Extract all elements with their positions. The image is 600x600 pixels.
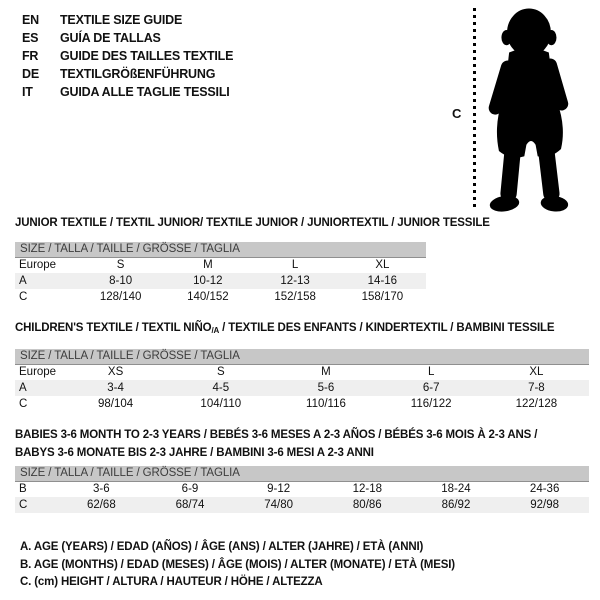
title-text: BABYS 3-6 MONATE BIS 2-3 JAHRE / BAMBINI 3-6 MESI A 2-3 ANNI — [15, 446, 374, 459]
size-cell: 12-13 — [280, 275, 310, 287]
size-cell: 128/140 — [99, 291, 142, 303]
title-text: / TEXTILE DES ENFANTS / KINDERTEXTIL / BAMBINI TESSILE — [219, 322, 555, 334]
row-label: A — [19, 382, 27, 394]
title-text: BABIES 3-6 MONTH TO 2-3 YEARS / BEBÉS 3-6 MESES A 2-3 AÑOS / BÉBÉS 3-6 MOIS À 2-3 ANS / — [15, 429, 538, 441]
height-dashed-line — [473, 8, 476, 210]
language-list — [22, 11, 233, 101]
size-cell: 110/116 — [306, 398, 346, 410]
size-cell: 6-7 — [422, 382, 440, 394]
size-cell: 5-6 — [317, 382, 335, 394]
language-code: DE — [22, 67, 39, 81]
size-cell: 92/98 — [530, 499, 560, 511]
row-label: Europe — [19, 366, 57, 379]
size-header: SIZE / TALLA / TAILLE / GRÖSSE / TAGLIA — [15, 349, 589, 364]
size-row-b — [15, 481, 589, 497]
size-cell: M — [321, 366, 331, 379]
size-cell: 9-12 — [267, 483, 291, 496]
language-code: ES — [22, 31, 39, 45]
size-cell: M — [203, 259, 213, 272]
language-row — [22, 29, 233, 47]
language-code: EN — [22, 13, 39, 27]
size-table-junior — [15, 242, 426, 305]
legend-line-b: B. AGE (MONTHS) / EDAD (MESES) / ÂGE (MOIS) / ALTER (MONATE) / ETÀ (MESI) — [20, 558, 455, 571]
section-title-line — [15, 427, 593, 445]
row-label: B — [19, 483, 27, 496]
section-title-line — [15, 320, 593, 340]
size-cell: 80/86 — [352, 499, 382, 511]
language-row — [22, 47, 233, 65]
section-title-junior — [15, 215, 593, 233]
size-header: SIZE / TALLA / TAILLE / GRÖSSE / TAGLIA — [15, 466, 589, 481]
size-cell: 158/170 — [361, 291, 404, 303]
size-row-c — [15, 396, 589, 412]
size-row-europe — [15, 257, 426, 273]
size-row-europe — [15, 364, 589, 380]
size-cell: 14-16 — [367, 275, 398, 287]
size-cell: 140/152 — [187, 291, 229, 303]
row-label: C — [19, 499, 28, 511]
size-cell: 4-5 — [212, 382, 230, 394]
size-cell: 3-6 — [93, 483, 110, 496]
legend — [20, 539, 455, 592]
size-cell: 86/92 — [441, 499, 471, 511]
title-text: /A — [211, 326, 220, 335]
size-cell: 12-18 — [352, 483, 382, 496]
language-title: TEXTILGRÖßENFÜHRUNG — [60, 67, 216, 81]
row-label: C — [19, 291, 28, 303]
size-cell: S — [216, 366, 225, 379]
size-cell: XS — [107, 366, 124, 379]
language-row — [22, 65, 233, 83]
title-text: CHILDREN'S TEXTILE / TEXTIL NIÑO — [15, 322, 212, 334]
language-title: TEXTILE SIZE GUIDE — [60, 13, 183, 27]
size-cell: L — [291, 259, 299, 272]
language-code: IT — [22, 85, 33, 99]
size-cell: 62/68 — [86, 499, 116, 511]
size-cell: 8-10 — [109, 275, 133, 287]
size-cell: 98/104 — [98, 398, 134, 410]
section-title-babies — [15, 427, 593, 462]
language-row — [22, 11, 233, 29]
section-title-children — [15, 320, 593, 340]
size-cell: 74/80 — [264, 499, 294, 511]
size-header: SIZE / TALLA / TAILLE / GRÖSSE / TAGLIA — [15, 242, 426, 257]
size-row-a — [15, 380, 589, 396]
section-title-line — [15, 215, 593, 233]
language-title: GUÍA DE TALLAS — [60, 31, 161, 45]
row-label: Europe — [19, 259, 57, 272]
language-row — [22, 83, 233, 101]
legend-line-a: A. AGE (YEARS) / EDAD (AÑOS) / ÂGE (ANS) / ALTER (JAHRE) / ETÀ (ANNI) — [20, 541, 424, 553]
size-row-c — [15, 289, 426, 305]
size-cell: 68/74 — [175, 499, 205, 511]
size-cell: 10-12 — [193, 275, 223, 287]
language-code: FR — [22, 49, 39, 63]
size-row-a — [15, 273, 426, 289]
size-cell: 116/122 — [410, 398, 452, 410]
size-row-c — [15, 497, 589, 513]
size-cell: 7-8 — [528, 382, 545, 394]
size-cell: 104/110 — [200, 398, 242, 410]
row-label: A — [19, 275, 27, 287]
size-table-babies — [15, 466, 589, 513]
size-cell: 24-36 — [529, 483, 560, 496]
title-text: JUNIOR TEXTILE / TEXTIL JUNIOR/ TEXTILE JUNIOR / JUNIORTEXTIL / JUNIOR TESSILE — [15, 217, 490, 229]
language-title: GUIDE DES TAILLES TEXTILE — [60, 49, 234, 63]
height-label: C — [452, 106, 462, 121]
size-cell: 122/128 — [515, 398, 558, 410]
size-cell: L — [427, 366, 435, 379]
section-title-line — [15, 445, 593, 463]
size-cell: S — [116, 259, 125, 272]
size-table-children — [15, 349, 589, 412]
size-cell: XL — [529, 366, 544, 379]
size-cell: 3-4 — [107, 382, 124, 394]
size-cell: 6-9 — [181, 483, 199, 496]
size-cell: 152/158 — [274, 291, 316, 303]
row-label: C — [19, 398, 28, 410]
toddler-silhouette-icon — [480, 6, 582, 218]
language-title: GUIDA ALLE TAGLIE TESSILI — [60, 85, 230, 99]
size-cell: 18-24 — [441, 483, 471, 496]
size-cell: XL — [375, 259, 390, 272]
legend-line-c: C. (cm) HEIGHT / ALTURA / HAUTEUR / HÖHE / ALTEZZA — [20, 576, 323, 589]
